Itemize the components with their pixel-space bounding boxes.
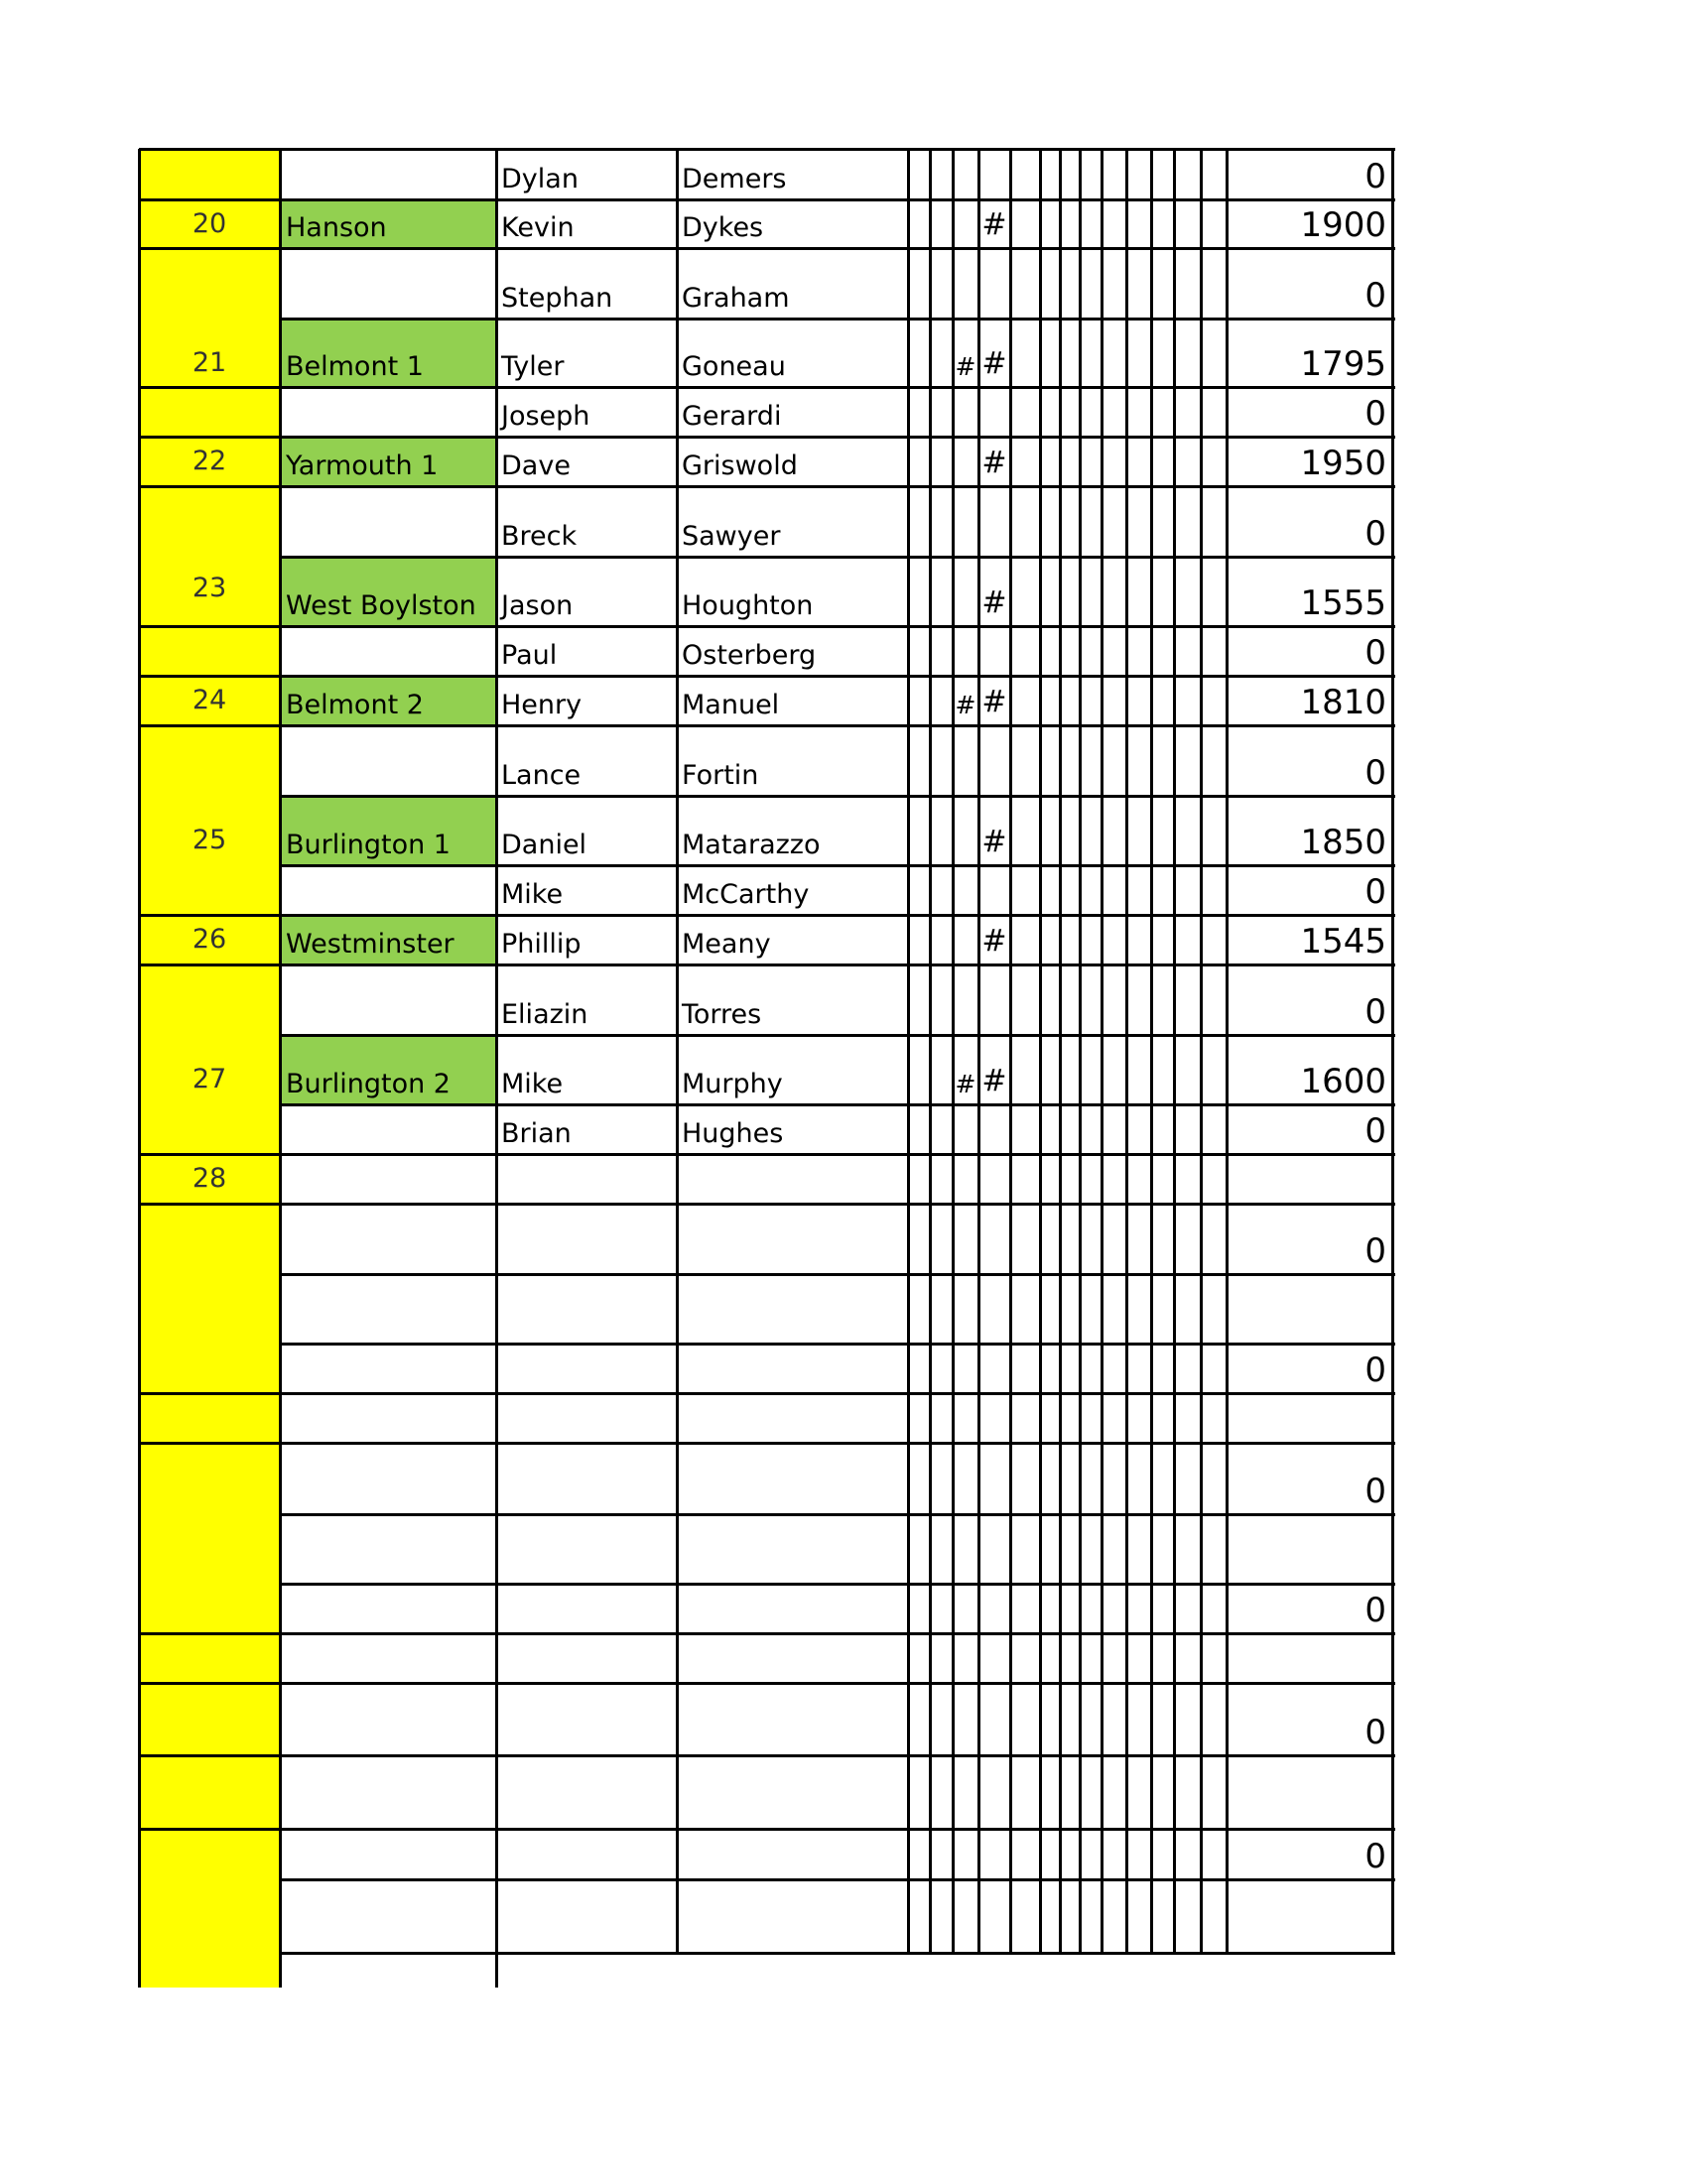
last-name: Demers: [682, 164, 787, 194]
score-value: 0: [1364, 872, 1386, 912]
grid-line: [139, 724, 280, 727]
first-name: Brian: [501, 1118, 572, 1149]
first-name: Mike: [501, 879, 564, 910]
hash-mark: #: [955, 1070, 976, 1098]
score-value: 1850: [1300, 823, 1386, 862]
hash-mark: #: [981, 446, 1007, 480]
hash-mark: #: [981, 1064, 1007, 1098]
first-name: Mike: [501, 1069, 564, 1099]
rank-number: 28: [192, 1163, 227, 1194]
score-value: 1795: [1300, 344, 1386, 384]
first-name: Eliazin: [501, 999, 588, 1030]
score-value: 0: [1364, 1713, 1386, 1752]
first-name: Breck: [501, 521, 578, 552]
rank-number: 27: [192, 1064, 227, 1094]
first-name: Joseph: [501, 401, 590, 432]
hash-mark: #: [981, 685, 1007, 719]
last-name: McCarthy: [682, 879, 810, 910]
rank-number: 21: [192, 346, 227, 378]
grid-line: [139, 198, 280, 201]
last-name: Gerardi: [682, 401, 782, 432]
team-name: Burlington 2: [286, 1069, 451, 1099]
score-value: 1950: [1300, 444, 1386, 483]
first-name: Daniel: [501, 830, 587, 860]
last-name: Goneau: [682, 351, 786, 382]
last-name: Meany: [682, 929, 771, 960]
hash-mark: #: [981, 207, 1007, 242]
grid-line: [139, 914, 280, 917]
first-name: Phillip: [501, 929, 582, 960]
rank-number: 26: [192, 924, 227, 955]
last-name: Hughes: [682, 1118, 784, 1149]
grid-line: [139, 675, 280, 678]
score-value: 1545: [1300, 922, 1386, 962]
score-value: 0: [1364, 1472, 1386, 1511]
grid-line: [139, 436, 280, 439]
last-name: Sawyer: [682, 521, 781, 552]
rank-number: 25: [192, 825, 227, 855]
grid-line: [1125, 149, 1128, 1953]
score-value: 0: [1364, 1591, 1386, 1630]
score-value: 0: [1364, 633, 1386, 673]
grid-line: [1150, 149, 1153, 1953]
hash-mark: #: [981, 346, 1007, 381]
last-name: Matarazzo: [682, 830, 821, 860]
team-name: Belmont 2: [286, 690, 424, 720]
last-name: Fortin: [682, 760, 759, 791]
score-value: 0: [1364, 1837, 1386, 1876]
last-name: Houghton: [682, 590, 814, 621]
score-value: 1900: [1300, 205, 1386, 245]
grid-line: [139, 1632, 280, 1635]
grid-line: [977, 149, 980, 1953]
score-value: 0: [1364, 1111, 1386, 1151]
score-value: 1600: [1300, 1062, 1386, 1101]
last-name: Torres: [682, 999, 762, 1030]
first-name: Jason: [501, 590, 574, 621]
grid-line: [139, 1754, 280, 1757]
grid-line: [139, 964, 280, 966]
first-name: Tyler: [501, 351, 565, 382]
grid-line: [929, 149, 932, 1953]
first-name: Paul: [501, 640, 558, 671]
grid-line: [139, 148, 1395, 151]
first-name: Lance: [501, 760, 582, 791]
first-name: Stephan: [501, 283, 613, 314]
rank-number: 20: [192, 207, 227, 239]
first-name: Henry: [501, 690, 583, 720]
grid-line: [139, 1828, 280, 1831]
hash-mark: #: [981, 924, 1007, 959]
grid-line: [495, 149, 498, 1988]
team-name: Hanson: [286, 212, 387, 243]
team-name: Belmont 1: [286, 351, 424, 382]
last-name: Graham: [682, 283, 790, 314]
first-name: Dave: [501, 450, 571, 481]
score-value: 0: [1364, 753, 1386, 793]
last-name: Osterberg: [682, 640, 817, 671]
hash-mark: #: [955, 352, 976, 381]
team-name: West Boylston: [286, 590, 476, 621]
last-name: Dykes: [682, 212, 764, 243]
hash-mark: #: [955, 691, 976, 719]
grid-line: [139, 1203, 280, 1206]
team-name: Burlington 1: [286, 830, 451, 860]
grid-line: [907, 149, 910, 1953]
grid-line: [1059, 149, 1062, 1953]
grid-line: [139, 386, 280, 389]
score-value: 0: [1364, 514, 1386, 554]
last-name: Murphy: [682, 1069, 783, 1099]
grid-line: [1101, 149, 1103, 1953]
grid-line: [139, 247, 280, 250]
last-name: Griswold: [682, 450, 798, 481]
grid-line: [139, 485, 280, 488]
score-value: 0: [1364, 157, 1386, 196]
grid-line: [139, 625, 280, 628]
grid-line: [952, 149, 955, 1953]
grid-line: [139, 1153, 280, 1156]
last-name: Manuel: [682, 690, 780, 720]
rank-number: 23: [192, 573, 227, 603]
hash-mark: #: [981, 825, 1007, 859]
grid-line: [139, 1442, 280, 1445]
grid-line: [1039, 149, 1042, 1953]
rank-number: 22: [192, 446, 227, 476]
grid-line: [1079, 149, 1082, 1953]
grid-line: [676, 149, 679, 1953]
score-value: 0: [1364, 1350, 1386, 1390]
grid-line: [1173, 149, 1176, 1953]
rank-number: 24: [192, 685, 227, 715]
score-value: 0: [1364, 1231, 1386, 1271]
score-value: 1810: [1300, 683, 1386, 722]
score-value: 0: [1364, 394, 1386, 434]
first-name: Dylan: [501, 164, 579, 194]
hash-mark: #: [981, 585, 1007, 620]
first-name: Kevin: [501, 212, 575, 243]
score-value: 0: [1364, 992, 1386, 1032]
team-name: Westminster: [286, 929, 454, 960]
grid-line: [1391, 149, 1394, 1955]
grid-line: [139, 1682, 280, 1685]
grid-line: [1200, 149, 1203, 1953]
grid-line: [139, 1392, 280, 1395]
grid-line: [1009, 149, 1012, 1953]
score-value: 0: [1364, 276, 1386, 316]
score-value: 1555: [1300, 583, 1386, 623]
grid-line: [279, 149, 282, 1988]
team-name: Yarmouth 1: [286, 450, 439, 481]
